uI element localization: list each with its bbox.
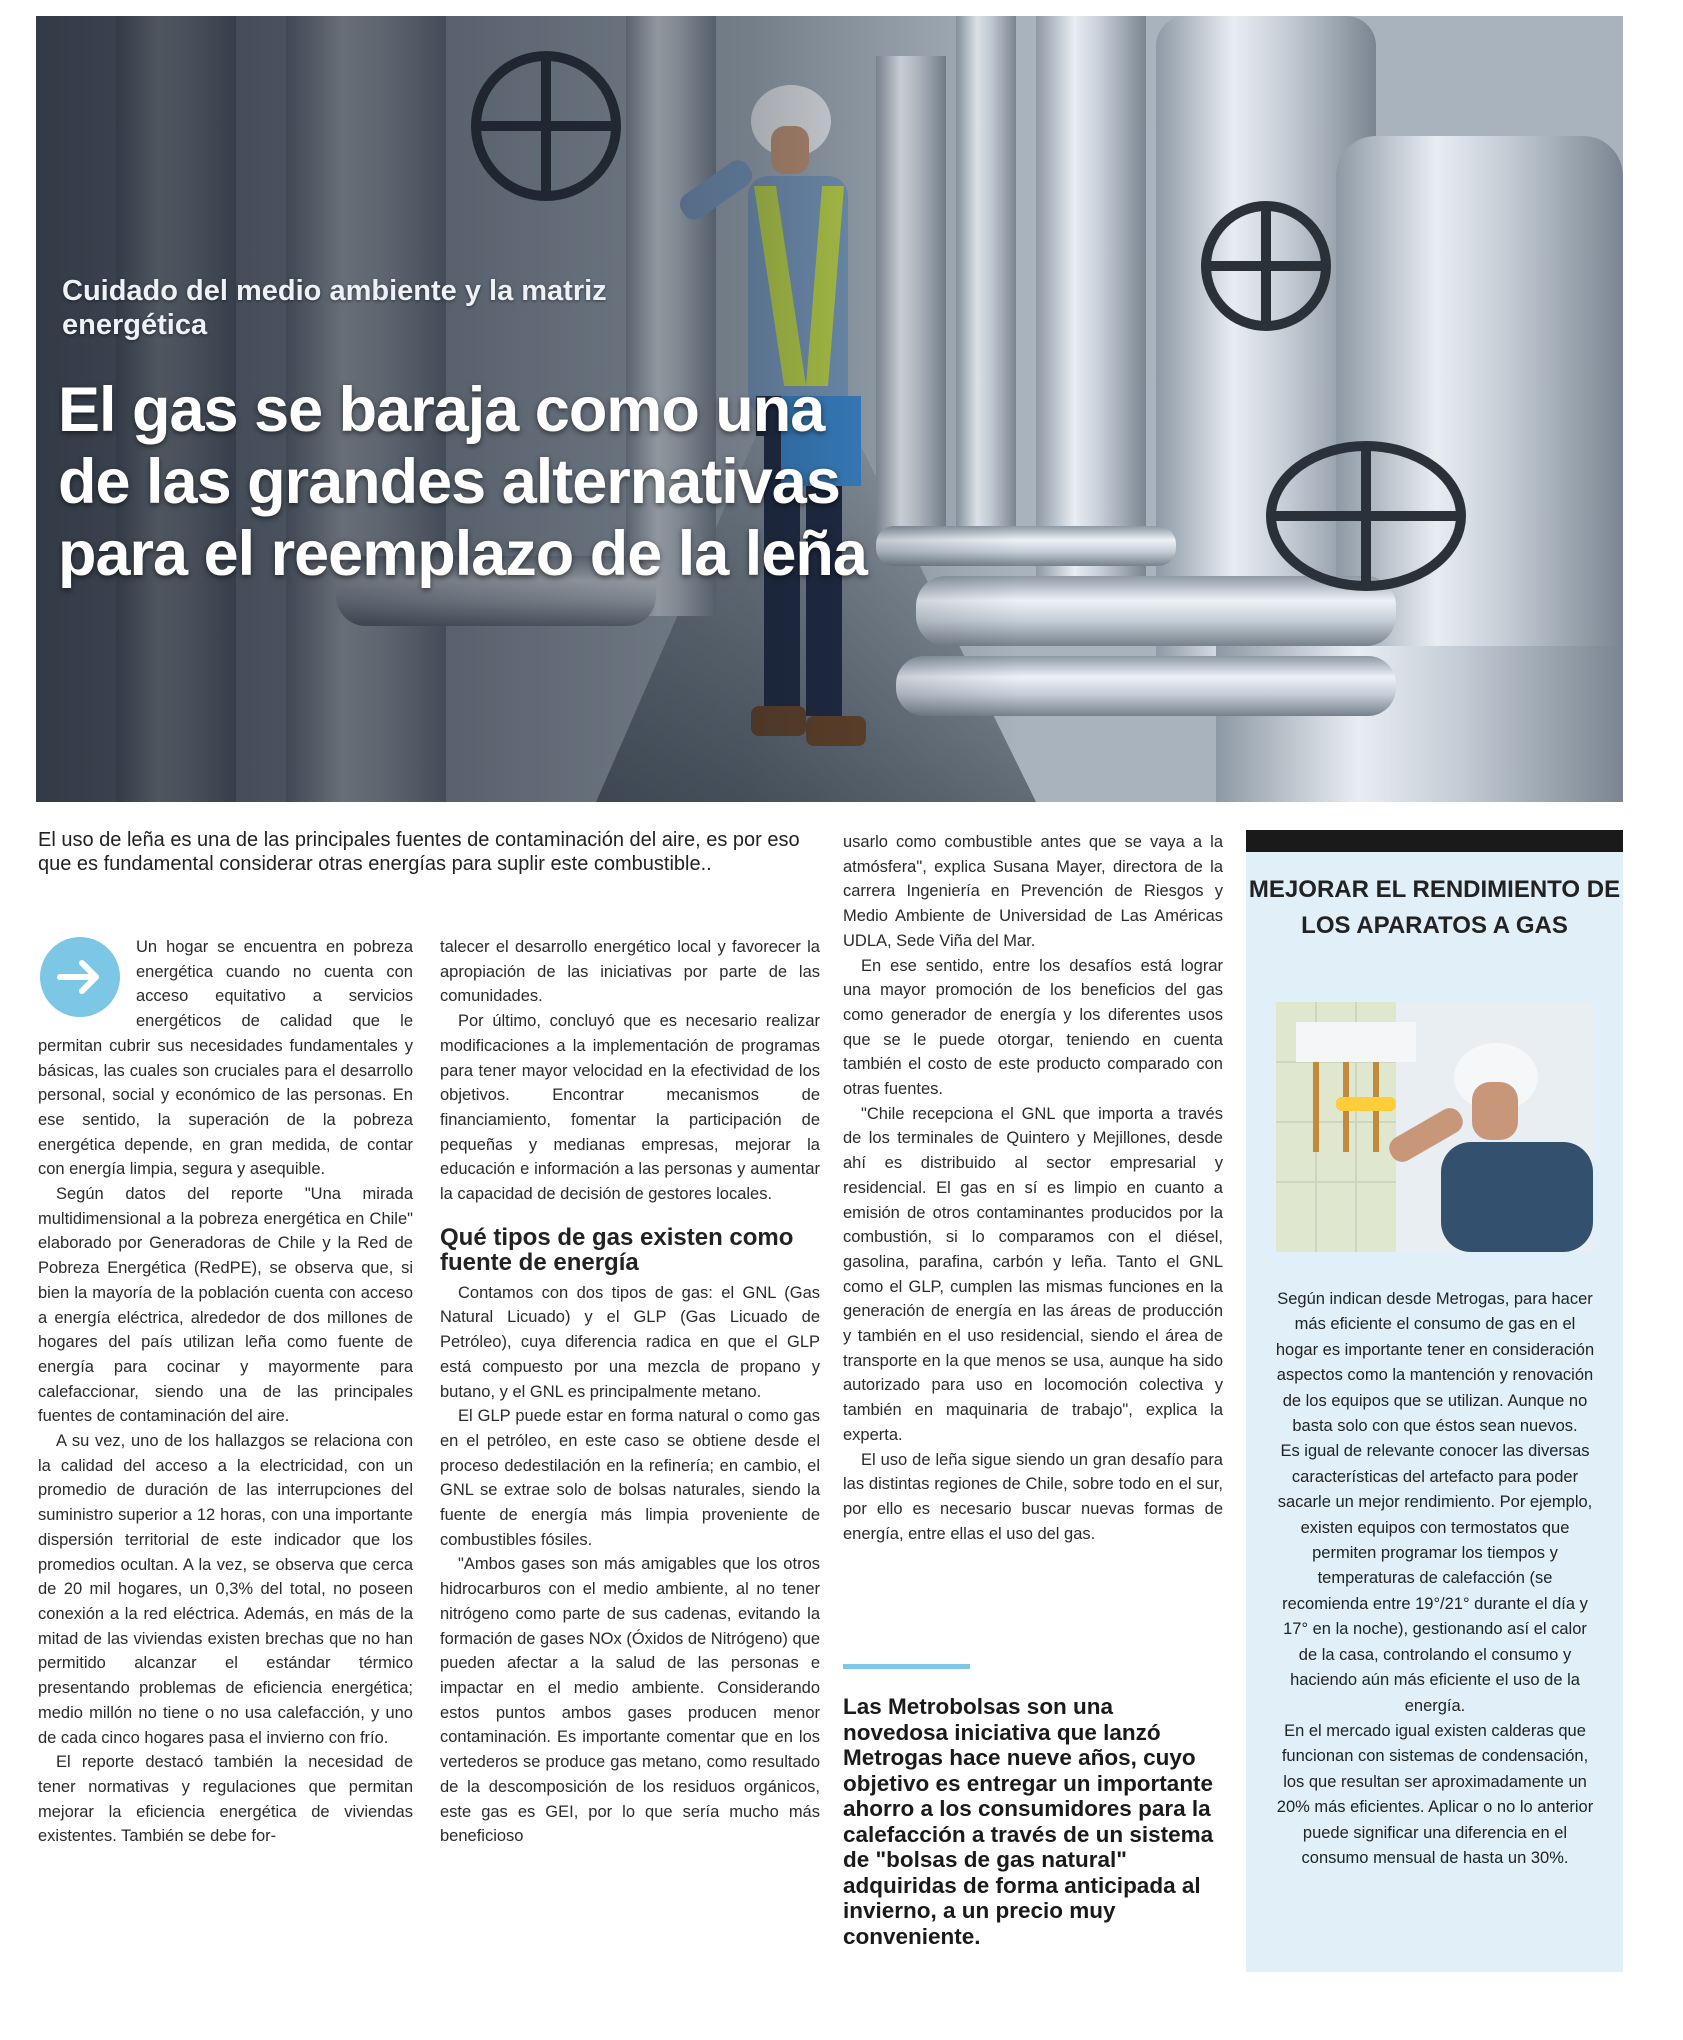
accent-rule [843, 1664, 970, 1669]
paragraph: Por último, concluyó que es necesario realizar modificaciones a la implementación de programas para tener mayor velocidad en la efectividad de los objetivos. Encontrar mecanismos de financiamiento, fomentar la participación de pequeñas y medianas empresas, mejorar la educación e información a las personas y aumentar la capacidad de decisión de gestores locales. [440, 1012, 820, 1204]
article-column-3 [843, 830, 1223, 1546]
lead-paragraph: El uso de leña es una de las principales fuentes de contaminación del aire, es por eso que es fundamental considerar otras energías para suplir este combustible.. [38, 829, 800, 875]
technician-illustration [1276, 1002, 1593, 1252]
headline: El gas se baraja como una de las grandes alternativas para el reemplazo de la leña [58, 375, 867, 589]
paragraph: A su vez, uno de los hallazgos se relaciona con la calidad del acceso a la electricidad, con un promedio de duración de las interrupciones del suministro superior a 12 horas, con una importante dispersión territorial de este indicador que los promedios ocultan. A la vez, se observa que cerca de 20 mil hogares, un 0,3% del total, no poseen conexión a la red eléctrica. Además, en más de la mitad de las viviendas existen brechas que no han permitido alcanzar el estándar térmico presentando problemas de eficiencia energética; medio millón no tiene o no usa calefacción, y uno de cada cinco hogares pasa el invierno con frío. [38, 1432, 413, 1747]
paragraph: "Chile recepciona el GNL que importa a través de los terminales de Quintero y Mejillones, desde ahí es distribuido al sector empresarial y residencial. El gas en sí es limpio en cuanto a emisión de otros contaminantes producidos por la combustión, si lo comparamos con el diésel, gasolina, parafina, carbón y leña. Tanto el GNL como el GLP, cumplen las mismas funciones en la generación de energía en las áreas de producción y también en el uso residencial, siendo el área de transporte en la que menos se usa, aunque ha sido autorizado para uso en locomoción colectiva y también en maquinaria de trabajo", explica la experta. [843, 1104, 1223, 1444]
paragraph: El GLP puede estar en forma natural o como gas en el petróleo, en este caso se obtiene desde el proceso dedestilación en la refinería; en cambio, el GNL se extrae solo de bolsas naturales, siendo la fuente de energía más limpia proveniente de combustibles fósiles. [440, 1407, 820, 1549]
arrow-right-icon [38, 935, 122, 1029]
paragraph: usarlo como combustible antes que se vaya a la atmósfera", explica Susana Mayer, directora de la carrera Ingeniería en Prevención de Riesgos y Medio Ambiente de Universidad de Las Américas UDLA, Sede Viña del Mar. [843, 833, 1223, 950]
paragraph: El reporte destacó también la necesidad de tener normativas y regulaciones que permitan mejorar la eficiencia energética de viviendas existentes. También se debe for- [38, 1753, 413, 1846]
sidebar-text [1274, 1287, 1596, 1871]
technician-photo [1276, 1002, 1593, 1252]
paragraph: Según datos del reporte "Una mirada multidimensional a la pobreza energética en Chile" elaborado por Generadoras de Chile y la Red de Pobreza Energética (RedPE), se observa que, si bien la mayoría de la población cuenta con acceso a energía eléctrica, alrededor de dos millones de hogares del país utilizan leña como fuente de energía para cocinar y mayormente para calefaccionar, siendo una de las principales fuentes de contaminación del aire. [38, 1185, 413, 1426]
sidebar-box [1246, 852, 1623, 1972]
hero-subtitle: Cuidado del medio ambiente y la matriz energética [62, 275, 607, 341]
section-heading: Qué tipos de gas existen como fuente de energía [440, 1223, 794, 1276]
paragraph: Contamos con dos tipos de gas: el GNL (Gas Natural Licuado) y el GLP (Gas Licuado de Petróleo), cuya diferencia radica en que el GLP está compuesto por una mezcla de propano y butano, y el GNL es principalmente metano. [440, 1283, 820, 1401]
paragraph: En ese sentido, entre los desafíos está lograr una mayor promoción de los beneficios del gas como generador de energía y los diferentes usos que se le puede otorgar, teniendo en cuenta también el costo de este producto comparado con otras fuentes. [843, 956, 1223, 1099]
paragraph: "Ambos gases son más amigables que los otros hidrocarburos con el medio ambiente, al no tener nitrógeno como parte de sus cadenas, evitando la formación de gases NOx (Óxidos de Nitrógeno) que pueden afectar a la salud de las personas e impactar en el medio ambiente. Considerando estos puntos ambos gases producen menor contaminación. Es importante comentar que en los vertederos se produce gas metano, como resultado de la descomposición de los residuos orgánicos, este gas es GEI, por lo que sería mucho más beneficioso [440, 1555, 820, 1846]
sidebar-paragraph: En el mercado igual existen calderas que funcionan con sistemas de condensación, los que resultan ser aproximadamente un 20% más eficientes. Aplicar o no lo anterior puede significar una diferencia en el consumo mensual de hasta un 30%. [1276, 1721, 1594, 1867]
hero-photo [36, 16, 1623, 802]
sidebar-title: MEJORAR EL RENDIMIENTO DE LOS APARATOS A GAS [1248, 876, 1621, 939]
sidebar-paragraph: Es igual de relevante conocer las diversas características del artefacto para poder sacarle un mejor rendimiento. Por ejemplo, existen equipos con termostatos que permiten programar los tiempos y temperaturas de calefacción (se recomienda entre 19°/21° durante el día y 17° en la noche), gestionando así el calor de la casa, controlando el consumo y haciendo aún más eficiente el uso de la energía. [1277, 1442, 1593, 1715]
sidebar-paragraph: Según indican desde Metrogas, para hacer más eficiente el consumo de gas en el hogar es importante tener en consideración aspectos como la mantención y renovación de los equipos que se utilizan. Aunque no basta solo con que éstos sean nuevos. [1275, 1290, 1595, 1436]
paragraph: talecer el desarrollo energético local y favorecer la apropiación de las iniciativas por parte de las comunidades. [440, 938, 820, 1006]
paragraph: Un hogar se encuentra en pobreza energética cuando no cuenta con acceso equitativo a servicios energéticos de calidad que le permitan cubrir sus necesidades fundamentales y básicas, las cuales son cruciales para el desarrollo personal, social y económico de las personas. En ese sentido, la superación de la pobreza energética depende, en gran medida, de contar con energía limpia, segura y asequible. [38, 938, 413, 1179]
article-column-1 [38, 935, 413, 1849]
pull-quote: Las Metrobolsas son una novedosa iniciativa que lanzó Metrogas hace nueve años, cuyo objetivo es entregar un importante ahorro a los consumidores para la calefacción a través de un sistema de "bolsas de gas natural" adquiridas de forma anticipada al invierno, a un precio muy conveniente. [843, 1694, 1214, 1949]
sidebar-top-bar [1246, 830, 1623, 852]
article-column-2 [440, 935, 820, 1849]
paragraph: El uso de leña sigue siendo un gran desafío para las distintas regiones de Chile, sobre todo en el sur, por ello es necesario buscar nuevas formas de energía, entre ellas el uso del gas. [843, 1450, 1223, 1543]
